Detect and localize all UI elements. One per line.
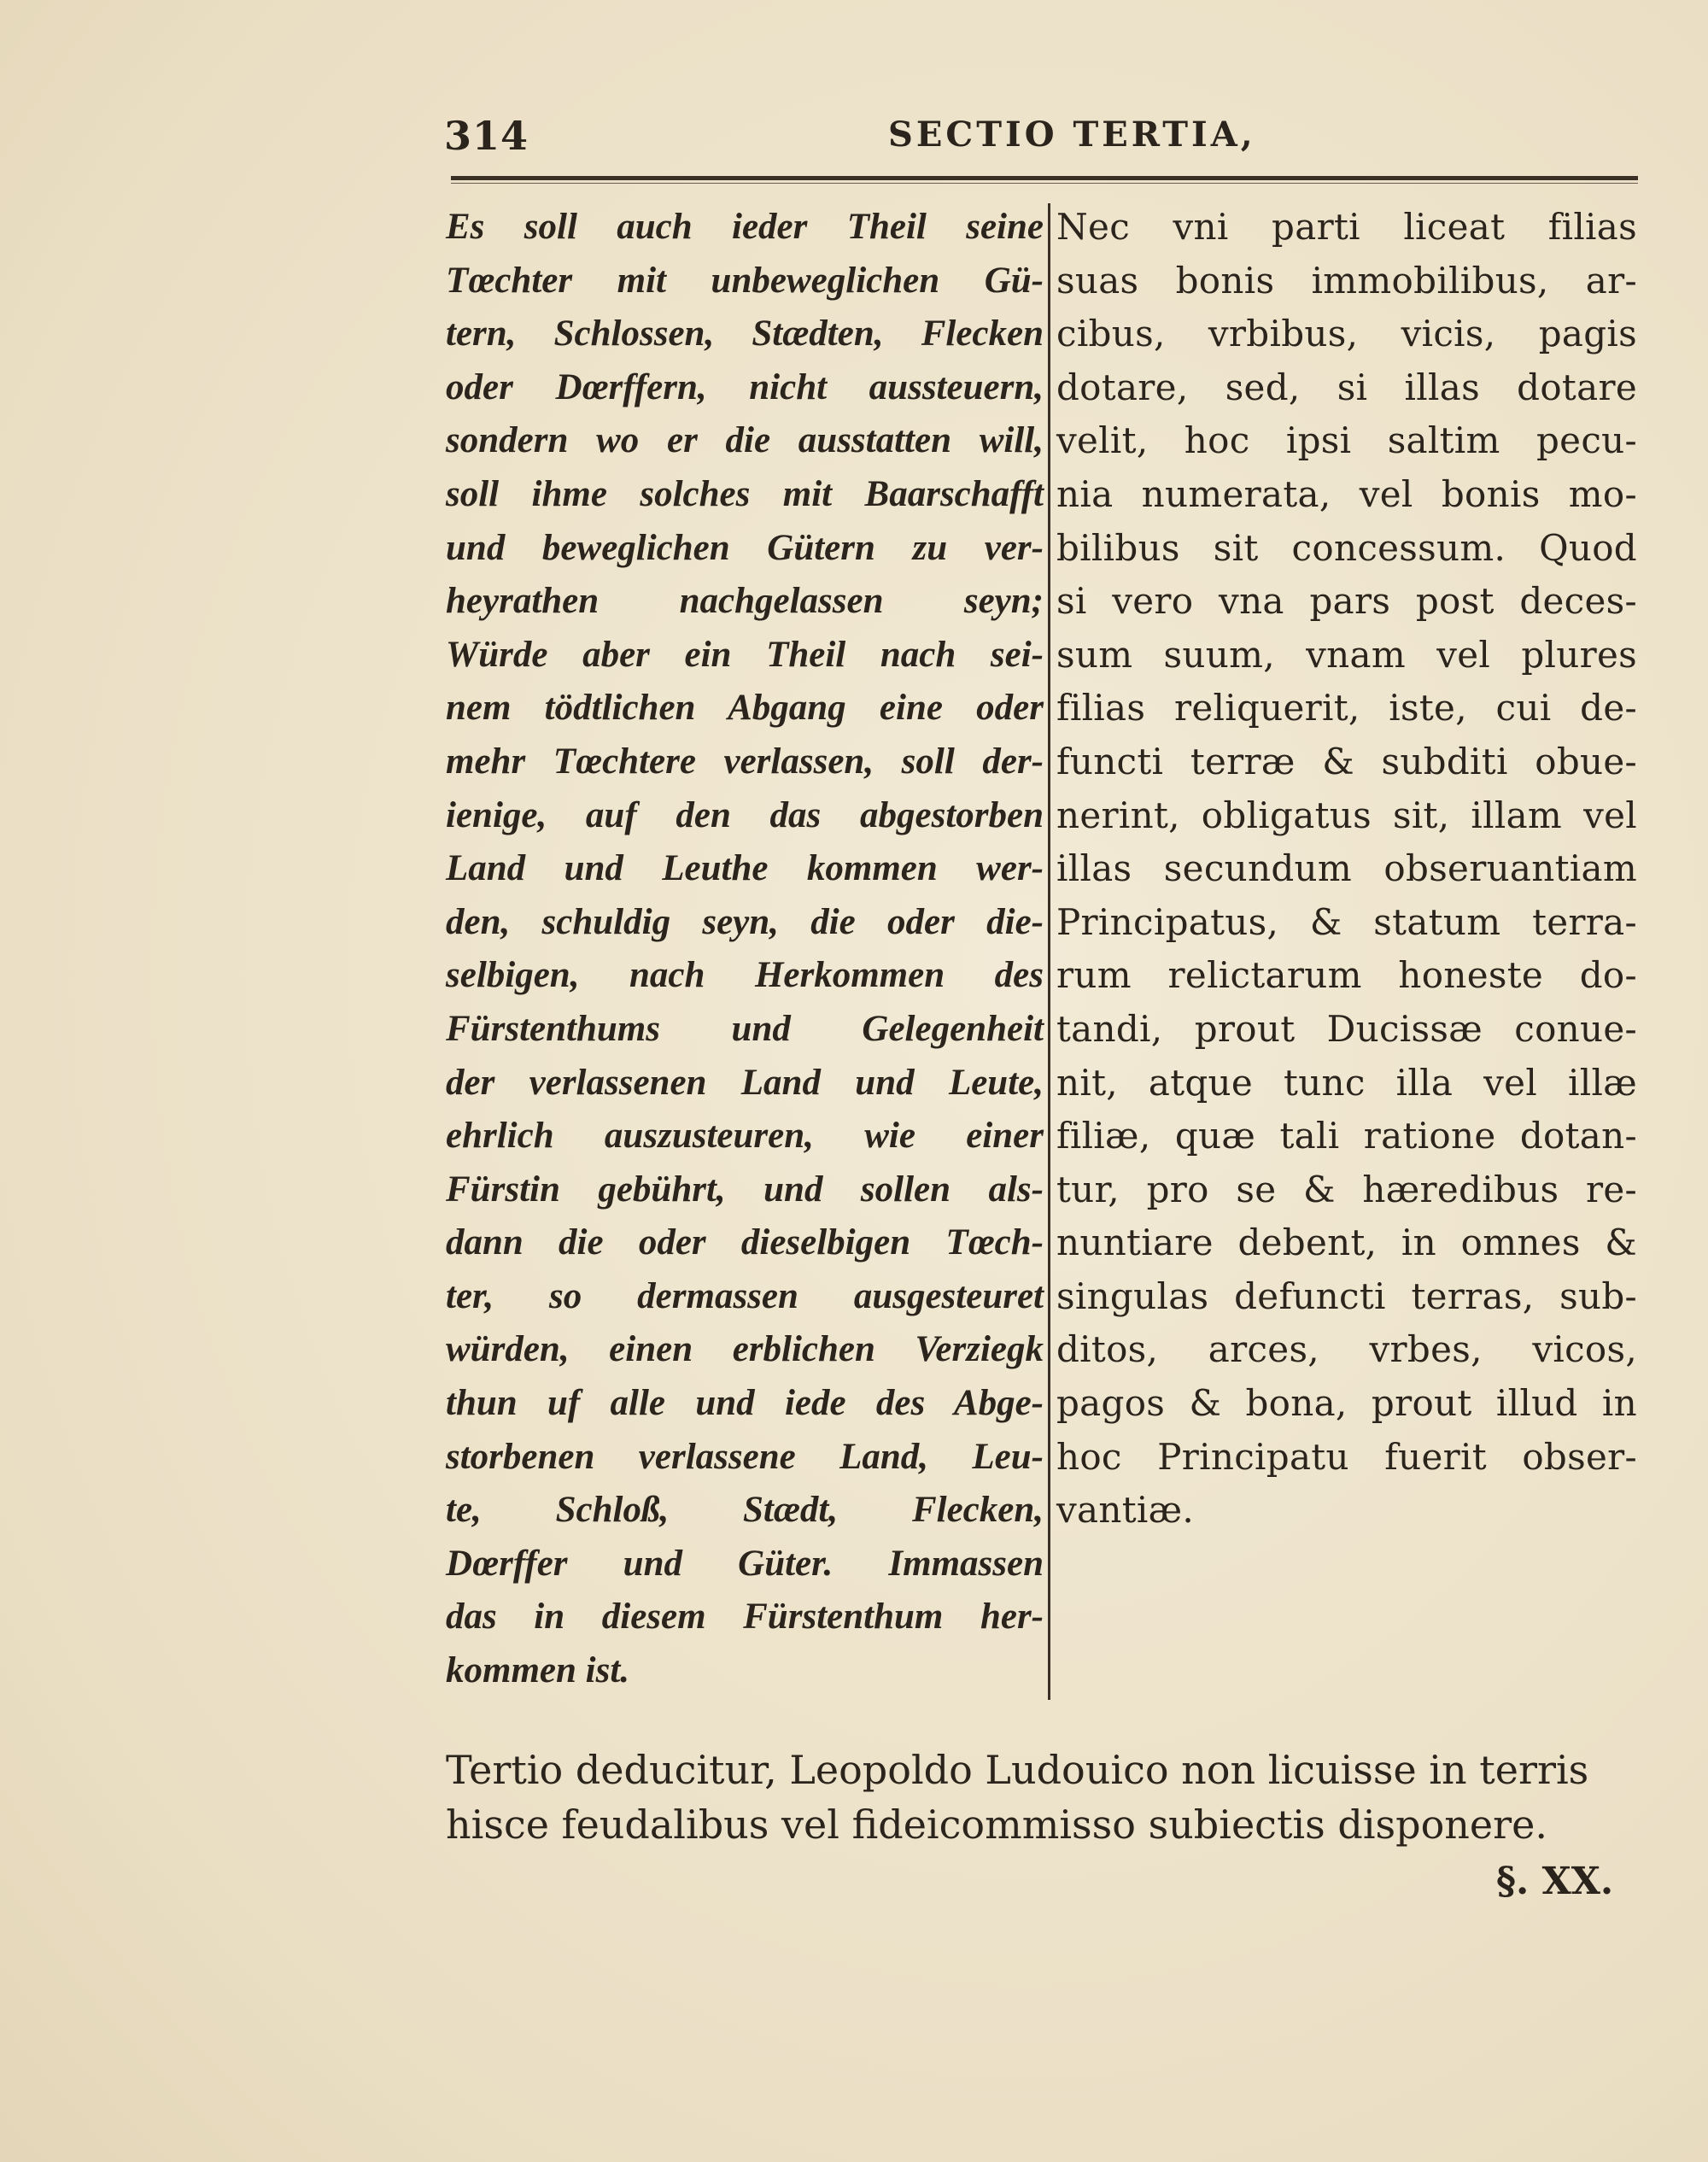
latin-text-line: ditos, arces, vrbes, vicos,: [1056, 1328, 1637, 1371]
latin-text-line: bilibus sit concessum. Quod: [1056, 526, 1637, 569]
german-text-line: selbigen, nach Herkommen des: [446, 955, 1044, 996]
german-text-line: heyrathen nachgelassen seyn;: [446, 581, 1044, 622]
body-text-line: Tertio deducitur, Leopoldo Ludouico non licuisse in terris: [446, 1747, 1589, 1793]
latin-text-line: sum suum, vnam vel plures: [1056, 633, 1637, 676]
german-text-line: tern, Schlossen, Stædten, Flecken: [446, 313, 1044, 354]
latin-text-line: nerint, obligatus sit, illam vel: [1056, 794, 1637, 836]
latin-text-line: cibus, vrbibus, vicis, pagis: [1056, 313, 1637, 355]
german-text-line: ter, so dermassen ausgesteuret: [446, 1275, 1044, 1316]
latin-text-line: dotare, sed, si illas dotare: [1056, 366, 1637, 408]
latin-text-line: tandi, prout Ducissæ conue-: [1056, 1007, 1637, 1050]
german-text-line: Fürstin gebührt, und sollen als-: [446, 1169, 1044, 1210]
german-text-line: Tœchter mit unbeweglichen Gü-: [446, 260, 1044, 301]
latin-text-line: vantiæ.: [1056, 1489, 1195, 1532]
german-text-line: dann die oder dieselbigen Tœch-: [446, 1222, 1044, 1263]
german-text-line: soll ihme solches mit Baarschafft: [446, 473, 1044, 514]
german-text-line: oder Dœrffern, nicht aussteuern,: [446, 366, 1044, 407]
german-text-line: mehr Tœchtere verlassen, soll der-: [446, 741, 1044, 782]
header-rule-thin: [451, 183, 1638, 184]
german-text-line: den, schuldig seyn, die oder die-: [446, 901, 1044, 942]
running-title: SECTIO TERTIA,: [888, 114, 1256, 155]
german-text-line: storbenen verlassene Land, Leu-: [446, 1436, 1044, 1477]
german-text-line: Würde aber ein Theil nach sei-: [446, 634, 1044, 675]
german-text-line: Es soll auch ieder Theil seine: [446, 207, 1044, 247]
german-text-line: sondern wo er die ausstatten will,: [446, 420, 1044, 461]
latin-text-line: pagos & bona, prout illud in: [1056, 1382, 1637, 1425]
latin-text-line: nit, atque tunc illa vel illæ: [1056, 1061, 1637, 1104]
page-number: 314: [444, 113, 529, 159]
german-text-line: ienige, auf den das abgestorben: [446, 794, 1044, 835]
latin-text-line: filiæ, quæ tali ratione dotan-: [1056, 1115, 1637, 1157]
latin-text-line: suas bonis immobilibus, ar-: [1056, 259, 1637, 302]
german-text-line: thun uf alle und iede des Abge-: [446, 1383, 1044, 1424]
german-text-line: und beweglichen Gütern zu ver-: [446, 527, 1044, 568]
latin-column: [1056, 201, 1637, 1538]
german-text-line: das in diesem Fürstenthum her-: [446, 1597, 1044, 1638]
latin-text-line: rum relictarum honeste do-: [1056, 954, 1637, 997]
latin-text-line: functi terræ & subditi obue-: [1056, 740, 1637, 782]
german-text-line: Land und Leuthe kommen wer-: [446, 848, 1044, 889]
latin-text-line: Principatus, & statum terra-: [1056, 900, 1637, 943]
column-divider: [1048, 203, 1050, 1700]
german-text-line: der verlassenen Land und Leute,: [446, 1062, 1044, 1103]
german-text-line: ehrlich auszusteuren, wie einer: [446, 1116, 1044, 1157]
latin-text-line: velit, hoc ipsi saltim pecu-: [1056, 419, 1637, 462]
german-text-line: te, Schloß, Stædt, Flecken,: [446, 1490, 1044, 1531]
german-text-line: Dœrffer und Güter. Immassen: [446, 1543, 1044, 1584]
latin-text-line: Nec vni parti liceat filias: [1056, 206, 1637, 248]
latin-text-line: hoc Principatu fuerit obser-: [1056, 1435, 1637, 1478]
german-column: [446, 201, 1044, 1698]
latin-text-line: filias reliquerit, iste, cui de-: [1056, 687, 1637, 729]
catchword: §. XX.: [1496, 1860, 1614, 1903]
latin-text-line: nuntiare debent, in omnes &: [1056, 1222, 1637, 1264]
latin-text-line: tur, pro se & hæredibus re-: [1056, 1168, 1637, 1210]
german-text-line: würden, einen erblichen Verziegk: [446, 1329, 1044, 1370]
body-paragraph: [446, 1743, 1633, 1852]
latin-text-line: singulas defuncti terras, sub-: [1056, 1274, 1637, 1317]
latin-text-line: nia numerata, vel bonis mo-: [1056, 472, 1637, 515]
german-text-line: Fürstenthums und Gelegenheit: [446, 1008, 1044, 1049]
latin-text-line: si vero vna pars post deces-: [1056, 580, 1637, 623]
latin-text-line: illas secundum obseruantiam: [1056, 847, 1637, 890]
german-text-line: kommen ist.: [446, 1650, 630, 1691]
header-rule: [451, 176, 1638, 180]
german-text-line: nem tödtlichen Abgang eine oder: [446, 688, 1044, 729]
body-text-line: hisce feudalibus vel fideicommisso subiectis disponere.: [446, 1802, 1547, 1848]
